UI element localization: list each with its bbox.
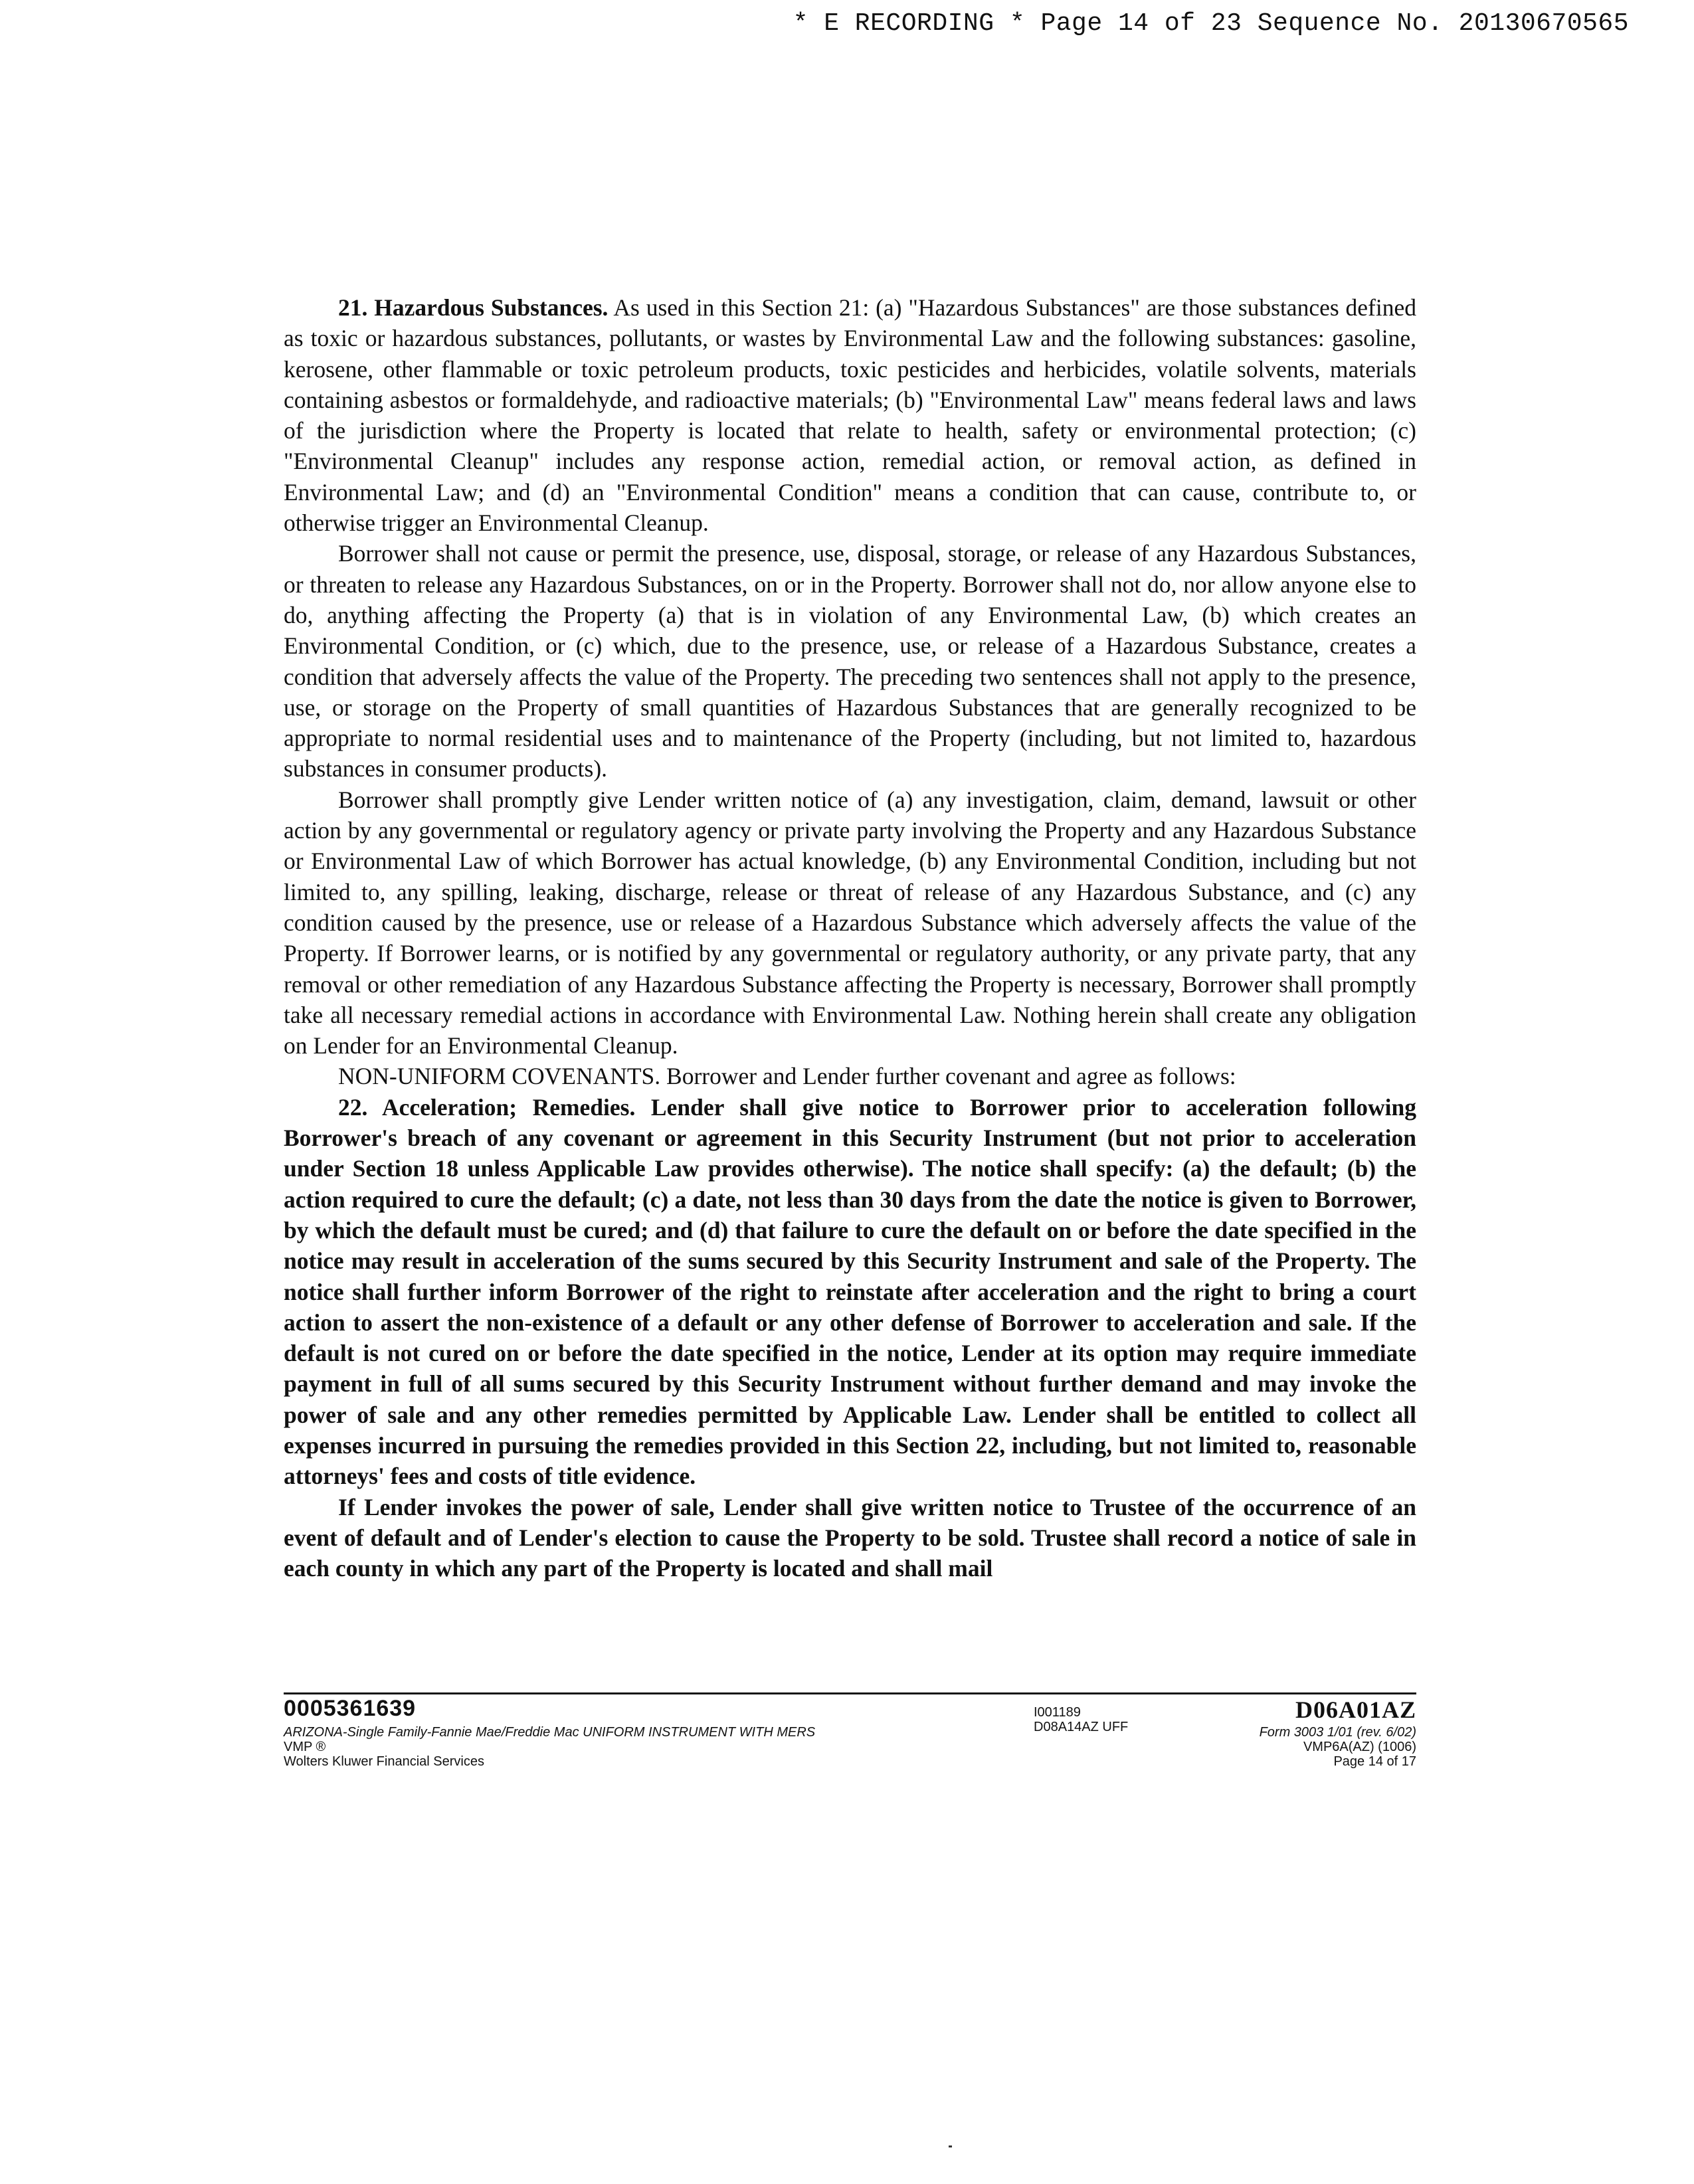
document-id: D06A01AZ: [1295, 1696, 1416, 1723]
form-code-2: D08A14AZ UFF: [1034, 1720, 1129, 1734]
publisher: Wolters Kluwer Financial Services: [284, 1754, 484, 1769]
section-21-paragraph: [284, 292, 1416, 538]
section-21-text: As used in this Section 21: (a) "Hazardous Substances" are those substances defined as toxic or hazardous substances, pollutants, or wastes by Environmental Law and the following substances: gasoline, kerosene, other flammable or toxic petroleum products, toxic pesticides and herbicides, volatile solvents, materials containing asbestos or formaldehyde, and radioactive materials; (b) "Environmental Law" means federal laws and laws of the jurisdiction where the Property is located that relate to health, safety or environmental protection; (c) "Environmental Cleanup" includes any response action, remedial action, or removal action, as defined in Environmental Law; and (d) an "Environmental Condition" means a condition that can cause, contribute to, or otherwise trigger an Environmental Cleanup.: [284, 294, 1416, 537]
page-number: Page 14 of 17: [1333, 1754, 1416, 1769]
section-21-heading: 21. Hazardous Substances.: [338, 294, 609, 321]
loan-number: 0005361639: [284, 1696, 417, 1721]
vmp-mark: VMP ®: [284, 1740, 326, 1754]
form-footer: [284, 1692, 1416, 1769]
hazardous-restriction-paragraph: Borrower shall not cause or permit the presence, use, disposal, storage, or release of any Hazardous Substances, or threaten to release any Hazardous Substances, on or in the Property. Borrower shall not do, nor allow anyone else to do, anything affecting the Property (a) that is in violation of any Environmental Law, (b) which creates an Environmental Condition, or (c) which, due to the presence, use, or release of a Hazardous Substance, creates a condition that adversely affects the value of the Property. The preceding two sentences shall not apply to the presence, use, or storage on the Property of small quantities of Hazardous Substances that are generally recognized to be appropriate to normal residential uses and to maintenance of the Property (including, but not limited to, hazardous substances in consumer products).: [284, 540, 1416, 782]
hazardous-notice-paragraph: Borrower shall promptly give Lender written notice of (a) any investigation, claim, demand, lawsuit or other action by any governmental or regulatory agency or private party involving the Property and any Hazardous Substance or Environmental Law of which Borrower has actual knowledge, (b) any Environmental Condition, including but not limited to, any spilling, leaking, discharge, release or threat of release of any Hazardous Substance, and (c) any condition caused by the presence, use or release of a Hazardous Substance which adversely affects the value of the Property. If Borrower learns, or is notified by any governmental or regulatory authority, or any private party, that any removal or other remediation of any Hazardous Substance affecting the Property is necessary, Borrower shall promptly take all necessary remedial actions in accordance with Environmental Law. Nothing herein shall create any obligation on Lender for an Environmental Cleanup.: [284, 786, 1416, 1059]
scan-speck: [949, 2145, 952, 2147]
non-uniform-covenants-paragraph: NON-UNIFORM COVENANTS. Borrower and Lender further covenant and agree as follows:: [338, 1063, 1236, 1090]
form-code-1: I001189: [1034, 1705, 1081, 1720]
section-22-paragraph: 22. Acceleration; Remedies. Lender shall give notice to Borrower prior to acceleration following Borrower's breach of any covenant or agreement in this Security Instrument (but not prior to acceleration under Section 18 unless Applicable Law provides otherwise). The notice shall specify: (a) the default; (b) the action required to cure the default; (c) a date, not less than 30 days from the date the notice is given to Borrower, by which the default must be cured; and (d) that failure to cure the default on or before the date specified in the notice may result in acceleration of the sums secured by this Security Instrument and sale of the Property. The notice shall further inform Borrower of the right to reinstate after acceleration and the right to bring a court action to assert the non-existence of a default or any other defense of Borrower to acceleration and sale. If the default is not cured on or before the date specified in the notice, Lender at its option may require immediate payment in full of all sums secured by this Security Instrument without further demand and may invoke the power of sale and any other remedies permitted by Applicable Law. Lender shall be entitled to collect all expenses incurred in pursuing the remedies provided in this Section 22, including, but not limited to, reasonable attorneys' fees and costs of title evidence.: [284, 1093, 1416, 1490]
document-body: [284, 292, 1416, 1584]
power-of-sale-paragraph: If Lender invokes the power of sale, Lender shall give written notice to Trustee of the occurrence of an event of default and of Lender's election to cause the Property to be sold. Trustee shall record a notice of sale in each county in which any part of the Property is located and shall mail: [284, 1493, 1416, 1582]
form-info: [1260, 1725, 1416, 1769]
vmp-code: VMP6A(AZ) (1006): [1303, 1740, 1416, 1754]
recording-header: * E RECORDING * Page 14 of 23 Sequence No. 20130670565: [793, 9, 1629, 38]
form-title: ARIZONA-Single Family-Fannie Mae/Freddie Mac UNIFORM INSTRUMENT WITH MERS: [284, 1725, 816, 1740]
form-number: Form 3003 1/01 (rev. 6/02): [1259, 1725, 1416, 1740]
